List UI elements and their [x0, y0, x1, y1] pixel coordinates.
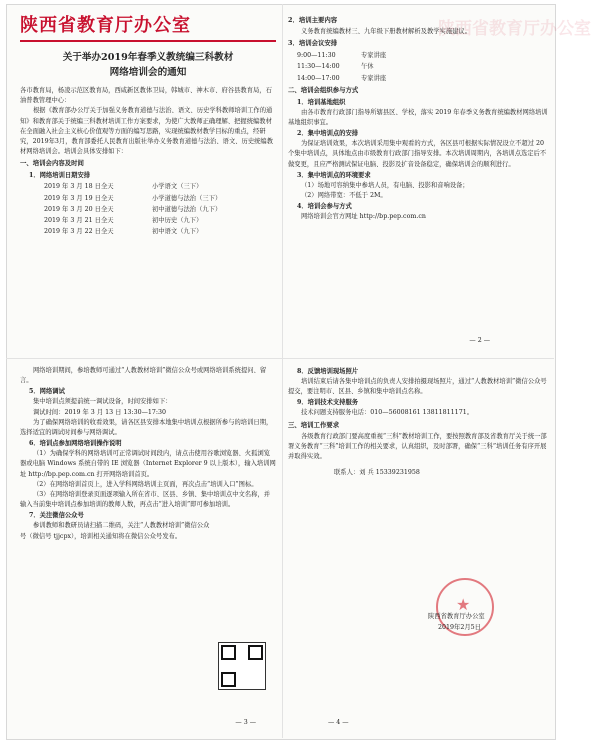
- photo-text: 培训结束后请各集中培训点的负责人安排拍摄现场照片，通过“人教教材培训”微信公众号提交，要注明市、区县、乡镇和集中培训点名称。: [288, 378, 547, 396]
- page-number: — 3 —: [235, 719, 256, 726]
- page-3: [20, 366, 276, 732]
- salutation: 各市教育局，杨凌示范区教育局，西咸新区教体卫局，韩城市、神木市、府谷县教育局，石油普教管理中心：: [20, 87, 272, 105]
- vertical-page-divider: [282, 4, 283, 738]
- content-heading: 2．培训主要内容: [288, 16, 338, 24]
- signature-org: 陕西省教育厅办公室: [428, 613, 485, 620]
- section2-heading: 二、培训会组织参与方式: [288, 85, 359, 94]
- org-header-rule: [20, 40, 276, 42]
- schedule-row: 2019 年 3 月 21 日全天 初中历史（九下）: [44, 217, 203, 225]
- horizontal-page-divider: [6, 358, 554, 359]
- section1-heading: 一、培训会内容及时间: [20, 159, 84, 168]
- operation-step: （2）在网络培训首页上，进入学科网络培训主页面，再次点击“培训入口”图标。: [33, 480, 258, 488]
- time-row: 9:00—11:30 专家讲座: [297, 52, 387, 60]
- debug-time: 调试时间：2019 年 3 月 13 日 13:30—17:30: [33, 408, 167, 416]
- env-item: （1）场地可容纳集中参培人员，有电脑、投影和音响设备；: [301, 181, 469, 189]
- operation-step: （1）为确保学科的网络培训可正常调试时间段内，请点击使用谷歌浏览器、火狐浏览器或电脑 Windows 系统自带的 IE 浏览器（Internet Explorer 9 以上版本），输入培训网址 http://bp.pep.com.cn 打开网络培训首页。: [20, 450, 276, 478]
- base-text: 由各市教育行政部门指导所辖县区、学校，落实 2019 年春季义务教育统编教材网络培训基地组织事宜。: [288, 108, 548, 127]
- operation-step: （3）在网络培训登录页面逐项输入所在省市、区县、乡镇、集中培训点中文名称，并输入当前集中培训点参加培训的教师人数，再点击“进入培训”即可参加培训。: [20, 491, 270, 509]
- schedule-row: 2019 年 3 月 19 日全天 小学道德与法治（三下）: [44, 194, 222, 202]
- base-heading: 1．培训基地组织: [297, 98, 346, 106]
- notice-title-line2: 网络培训会的通知: [109, 67, 187, 78]
- join-heading: 4．培训会参与方式: [297, 203, 352, 211]
- requirement-text: 各级教育行政部门要高度重视“三科”教材培训工作，要按照教育部及省教育厅关于统一部署义务教育“三科”培训工作的相关要求，认真组织，及时部署，确保“三科”培训任务有序开展并取得实效。: [288, 432, 547, 461]
- schedule-row: 2019 年 3 月 22 日全天 初中语文（九下）: [44, 228, 203, 236]
- contact-line: 联系人：刘 兵 15339231958: [334, 469, 420, 477]
- section3-heading: 三、培训工作要求: [288, 420, 340, 429]
- schedule-row: 2019 年 3 月 18 日全天 小学语文（三下）: [44, 183, 203, 191]
- support-text: 技术问题支持服务电话：010—56008161 13811811171。: [301, 409, 473, 417]
- env-heading: 3．集中培训点的环境要求: [297, 171, 371, 179]
- debug-heading: 5．网络调试: [29, 388, 65, 396]
- meeting-heading: 3．培训会议安排: [288, 39, 338, 48]
- time-row: 14:00—17:00 专家讲座: [297, 74, 387, 82]
- notice-title-line1: 关于举办2019年春季义教统编三科教材: [62, 52, 234, 63]
- page-4: [288, 366, 550, 732]
- photo-heading: 8．反馈培训现场照片: [297, 368, 359, 375]
- site-heading: 2．集中培训点的安排: [297, 130, 359, 138]
- page-number: — 4 —: [328, 719, 349, 726]
- page-1: [20, 14, 276, 352]
- signature-date: 2019年2月5日: [438, 624, 481, 631]
- schedule-subheading: 1．网络培训日期安排: [29, 172, 91, 180]
- intro-paragraph: 根据《教育部办公厅关于加强义务教育道德与法治、语文、历史学科教师培训工作的通知》和教育部关于统编三科教材培训工作方案要求，为使广大教师正确理解、把握统编教材在全面融入社会主义核心价值观等方面的编写思路，实现统编教材教学目标的重点，经研究，2019年3月，教育部委托人民教育出版社举办义务教育道德与法治、语文、历史统编教材网络培训会。培训会具体安排如下：: [20, 107, 274, 156]
- wechat-qr-code: [218, 642, 266, 690]
- wechat-text: 参训教师和教研员请扫描二维码，关注“人教教材培训”微信公众号（微信号 tjjcpx），培训相关通知将在微信公众号发布。: [20, 522, 210, 540]
- schedule-row: 2019 年 3 月 20 日全天 初中道德与法治（九下）: [44, 205, 222, 213]
- site-text: 为保证培训效果，本次培训采用集中观看的方式，各区县可根据实际情况设立不超过 20 个集中培训点，具体地点由市级教育行政部门指导安排。本次培训周期内，各培训点选定后不做变更，且应严格测试保证电脑、投影及扩音设备稳定，确保培训会的顺利进行。: [288, 140, 547, 168]
- qa-paragraph: 网络培训期间，参培教师可通过“人教教材培训”微信公众号或网络培训系统提问、留言。: [20, 367, 267, 385]
- page-2: [288, 14, 591, 352]
- page-number: — 2 —: [469, 337, 490, 344]
- org-header: 陕西省教育厅办公室: [20, 15, 191, 36]
- operation-heading: 6．培训点参加网络培训操作说明: [29, 440, 122, 448]
- debug-more: 为了确保网络培训的收看效果，请各区县安排本地集中培训点根据所参与的培训日期，选择适宜的调试时间参与网络调试。: [20, 418, 273, 437]
- support-heading: 9．培训技术支持服务: [297, 399, 359, 407]
- debug-text: 集中培训点须提前统一调试设备，时间安排如下：: [33, 398, 172, 406]
- wechat-heading: 7．关注微信公众号: [29, 512, 84, 520]
- env-item: （2）网络带宽：不低于 2M。: [301, 192, 387, 200]
- official-seal: ★: [436, 578, 494, 636]
- bleed-through-header: 陕西省教育厅办公室: [438, 19, 591, 39]
- time-row: 11:30—14:00 午休: [297, 63, 374, 71]
- content-text: 义务教育统编教材三、九年级下册教材解析及教学实施建议。: [301, 28, 472, 35]
- join-text: 网络培训会官方网址 http://bp.pep.com.cn: [301, 213, 426, 221]
